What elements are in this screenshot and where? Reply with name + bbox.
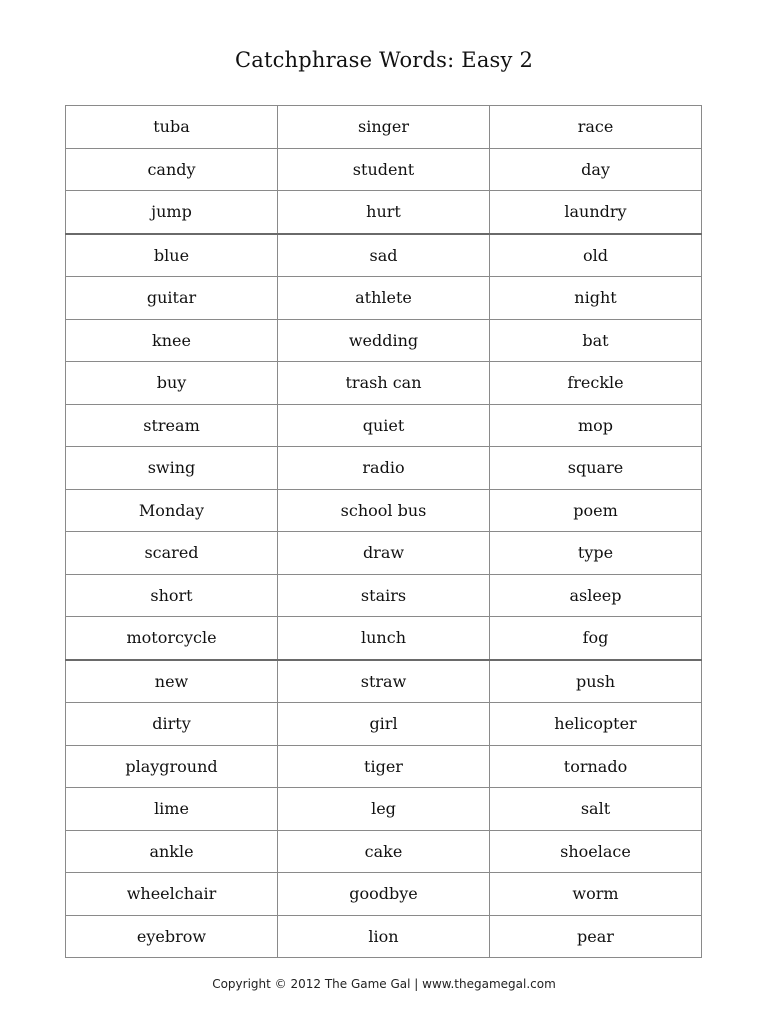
word-cell: straw	[278, 660, 490, 703]
copyright-footer: Copyright © 2012 The Game Gal | www.thegamegal.com	[212, 977, 556, 991]
page-title: Catchphrase Words: Easy 2	[234, 48, 534, 72]
word-cell: motorcycle	[66, 617, 278, 660]
word-cell: goodbye	[278, 873, 490, 916]
table-row	[66, 915, 702, 958]
word-cell: tiger	[278, 745, 490, 788]
word-cell: pear	[490, 915, 702, 958]
word-cell: new	[66, 660, 278, 703]
word-cell: shoelace	[490, 830, 702, 873]
word-cell: school bus	[278, 489, 490, 532]
word-table-body	[66, 106, 702, 958]
word-cell: athlete	[278, 277, 490, 320]
word-cell: student	[278, 148, 490, 191]
word-cell: cake	[278, 830, 490, 873]
word-cell: race	[490, 106, 702, 149]
word-cell: worm	[490, 873, 702, 916]
word-cell: bat	[490, 319, 702, 362]
word-cell: stairs	[278, 574, 490, 617]
word-cell: old	[490, 234, 702, 277]
word-cell: square	[490, 447, 702, 490]
table-row	[66, 532, 702, 575]
table-row	[66, 148, 702, 191]
word-cell: lion	[278, 915, 490, 958]
word-cell: lime	[66, 788, 278, 831]
word-cell: jump	[66, 191, 278, 234]
table-row	[66, 873, 702, 916]
word-cell: hurt	[278, 191, 490, 234]
table-row	[66, 489, 702, 532]
word-table	[65, 105, 702, 958]
word-cell: knee	[66, 319, 278, 362]
word-cell: guitar	[66, 277, 278, 320]
word-cell: draw	[278, 532, 490, 575]
word-cell: day	[490, 148, 702, 191]
word-cell: Monday	[66, 489, 278, 532]
word-cell: radio	[278, 447, 490, 490]
word-cell: salt	[490, 788, 702, 831]
word-cell: dirty	[66, 703, 278, 746]
word-cell: stream	[66, 404, 278, 447]
word-cell: wedding	[278, 319, 490, 362]
table-row	[66, 830, 702, 873]
word-cell: girl	[278, 703, 490, 746]
table-row	[66, 234, 702, 277]
word-cell: trash can	[278, 362, 490, 405]
word-cell: tornado	[490, 745, 702, 788]
table-row	[66, 319, 702, 362]
table-row	[66, 362, 702, 405]
word-cell: helicopter	[490, 703, 702, 746]
word-cell: candy	[66, 148, 278, 191]
word-cell: playground	[66, 745, 278, 788]
table-row	[66, 660, 702, 703]
word-cell: night	[490, 277, 702, 320]
table-row	[66, 106, 702, 149]
word-cell: singer	[278, 106, 490, 149]
word-cell: tuba	[66, 106, 278, 149]
table-row	[66, 191, 702, 234]
word-cell: sad	[278, 234, 490, 277]
word-cell: leg	[278, 788, 490, 831]
table-row	[66, 703, 702, 746]
table-row	[66, 277, 702, 320]
word-cell: fog	[490, 617, 702, 660]
word-cell: asleep	[490, 574, 702, 617]
table-row	[66, 574, 702, 617]
word-cell: freckle	[490, 362, 702, 405]
word-cell: mop	[490, 404, 702, 447]
word-cell: laundry	[490, 191, 702, 234]
word-cell: scared	[66, 532, 278, 575]
table-row	[66, 788, 702, 831]
table-row	[66, 745, 702, 788]
word-cell: type	[490, 532, 702, 575]
word-cell: quiet	[278, 404, 490, 447]
word-cell: poem	[490, 489, 702, 532]
word-cell: short	[66, 574, 278, 617]
table-row	[66, 617, 702, 660]
word-cell: ankle	[66, 830, 278, 873]
word-cell: push	[490, 660, 702, 703]
word-cell: swing	[66, 447, 278, 490]
table-row	[66, 404, 702, 447]
table-row	[66, 447, 702, 490]
word-cell: eyebrow	[66, 915, 278, 958]
word-cell: wheelchair	[66, 873, 278, 916]
word-cell: blue	[66, 234, 278, 277]
word-cell: buy	[66, 362, 278, 405]
word-cell: lunch	[278, 617, 490, 660]
